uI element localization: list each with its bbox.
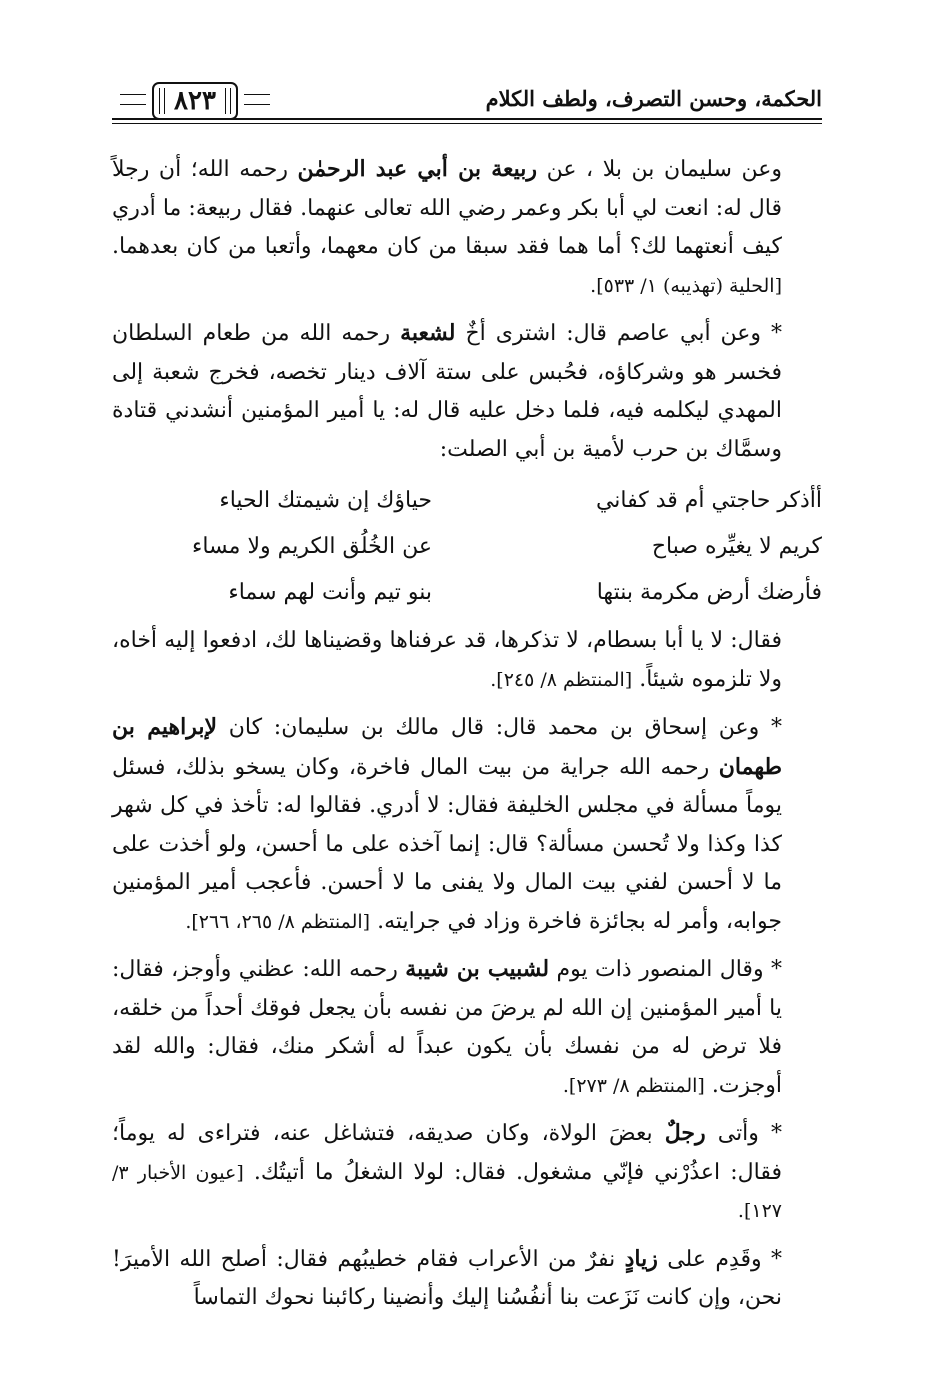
poem <box>112 478 822 616</box>
page-number: ٨٢٣ <box>152 82 238 120</box>
text-run: فقال: لا يا أبا بسطام، لا تذكرها، قد عرفناها وقضيناها لك، ادفعوا إليه أخاه، ولا تلزموه شيئاً. <box>112 628 782 692</box>
paragraph-ziyad <box>112 1240 822 1318</box>
text-run: نفرٌ من الأعراب فقام خطيبُهم فقال: أصلح الله الأميرَ! نحن، وإن كانت نَزَعت بنا أنفُسُنا إليك وأنضينا ركائبنا نحوك التماساً <box>112 1246 782 1310</box>
text-run: رحمه الله جراية من بيت المال فاخرة، وكان يسخو بذلك، فسئل يوماً مسألة في مجلس الخليفة فقال: لا أدري. فقالوا له: تأخذ في كل شهر كذا وكذا ولا تُحسن مسألة؟ قال: إنما آخذه على ما أحسن، ولو أخذت على ما لا أحسن لفني بيت المال ولا يفنى ما لا أحسن. فأعجب أمير المؤمنين جوابه، وأمر له بجائزة فاخرة وزاد في جرايته. <box>112 754 782 934</box>
text-run: رحمه الله: عظني وأوجز، فقال: يا أمير المؤمنين إن الله لم يرضَ من نفسه بأن يجعل فوقك أحداً من خلقه، فلا ترض له من نفسك بأن يكون عبداً له أشكر منك، فقال: والله لقد أوجزت. <box>112 957 782 1098</box>
person-name: لشبيب بن شيبة <box>405 956 550 982</box>
paragraph-ibrahim <box>112 708 822 941</box>
text-run: رحمه الله من طعام السلطان فخسر هو وشركاؤه، فحُبس على ستة آلاف دينار تخصه، فخرج شعبة إلى المهدي ليكلمه فيه، فلما دخل عليه قال له: يا أمير المؤمنين أنشدني قتادة وسمَّاك بن حرب لأمية بن أبي الصلت: <box>112 321 782 462</box>
chapter-title: الحكمة، وحسن التصرف، ولطف الكلام <box>485 86 822 111</box>
body-text <box>112 150 822 1327</box>
source-reference: [عيون الأخبار ٣/ ١٢٧]. <box>112 1161 782 1222</box>
text-run: * وأتى <box>705 1121 782 1146</box>
verse-second-hemistich: بنو تيم وأنت لهم سماء <box>228 580 432 605</box>
text-run: رحمه الله؛ أن رجلاً قال له: انعت لي أبا بكر وعمر رضي الله تعالى عنهما. فقال ربيعة: ما أدري كيف أنعتهما لك؟ أما هما فقد سبقا من كان معهما، وأتعبا من كان بعدهما. <box>112 157 782 259</box>
person-name: لإبراهيم بن طهمان <box>112 714 782 780</box>
source-reference: [الحلية (تهذيبه) ١/ ٥٣٣]. <box>590 274 782 297</box>
text-run: وعن سليمان بن بلا ، عن <box>537 157 782 182</box>
verse-second-hemistich: عن الخُلُق الكريم ولا مساء <box>192 534 432 559</box>
page-number-ornament-right <box>244 94 270 95</box>
verse-first-hemistich: أأذكر حاجتي أم قد كفاني <box>595 488 822 513</box>
text-run: * وقال المنصور ذات يوم <box>549 957 783 982</box>
person-name: لشعبة <box>400 320 456 346</box>
paragraph-answer <box>112 622 822 699</box>
paragraph-shabib <box>112 950 822 1105</box>
poem-verse <box>112 570 822 616</box>
paragraph-man <box>112 1114 822 1231</box>
verse-first-hemistich: فأرضك أرض مكرمة بنتها <box>596 580 822 605</box>
running-header <box>112 82 822 124</box>
verse-first-hemistich: كريم لا يغيِّره صباح <box>651 534 822 559</box>
page-number-ornament-left <box>120 94 146 95</box>
text-run: * وقَدِم على <box>657 1246 782 1272</box>
paragraph-shuba <box>112 314 822 469</box>
text-run: بعضَ الولاة، وكان صديقه، فتشاغل عنه، فتراءى له يوماً؛ فقال: اعذُرْني فإنّي مشغول. فقال: لولا الشغلُ ما أتيتُك. <box>112 1121 782 1185</box>
person-name: ربيعة بن أبي عبد الرحمٰن <box>297 156 538 182</box>
poem-verse <box>112 524 822 570</box>
person-name: زيادٍ <box>624 1245 658 1272</box>
page-number-ornament-left-2 <box>120 104 146 105</box>
source-reference: [المنتظم ٨/ ٢٦٥، ٢٦٦]. <box>185 910 371 933</box>
source-reference: [المنتظم ٨/ ٢٧٣]. <box>562 1074 705 1097</box>
header-rule-thin <box>112 123 822 124</box>
verse-second-hemistich: حياؤك إن شيمتك الحياء <box>219 488 432 513</box>
text-run: * وعن إسحاق بن محمد قال: قال مالك بن سليمان: كان <box>217 715 782 740</box>
source-reference: [المنتظم ٨/ ٢٤٥]. <box>490 668 633 691</box>
text-run: * وعن أبي عاصم قال: اشترى أخٌ <box>455 321 782 346</box>
poem-verse <box>112 478 822 524</box>
person-name: رجلٌ <box>664 1120 706 1146</box>
page-number-ornament-right-2 <box>244 104 270 105</box>
paragraph-rabia <box>112 150 822 305</box>
